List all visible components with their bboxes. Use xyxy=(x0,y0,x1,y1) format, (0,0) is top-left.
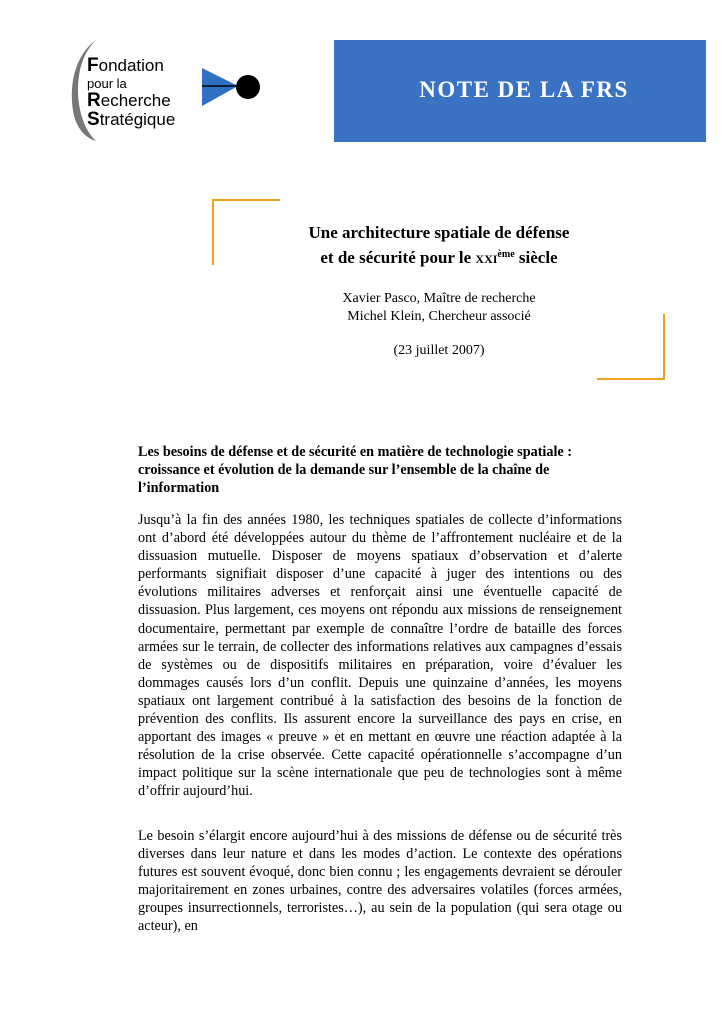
logo-arrow-dot-icon xyxy=(200,66,264,110)
paragraph-2: Le besoin s’élargit encore aujourd’hui à des missions de défense ou de sécurité très diverses dans leur nature et dans les modes d’action. Le contexte des opérations futures est souvent évoqué, donc bien connu ; les engagements devraient se dérouler majoritairement en zones urbaines, contre des adversaires volatiles (forces armées, groupes insurrectionnels, terroristes…), au sein de la population (qui sera otage ou acteur), en xyxy=(138,828,622,935)
author-2: Michel Klein, Chercheur associé xyxy=(347,309,531,324)
paragraph-1: Jusqu’à la fin des années 1980, les techniques spatiales de collecte d’informations ont d’abord été développées autour du thème de l’affrontement nucléaire et de la dissuasion mutuelle. Disposer de moyens spatiaux d’observation et d’alerte performants signifiait disposer d’une capacité à juger des intentions ou des évolutions militaires adverses et renforçait ainsi une éventuelle capacité de dissuasion. Plus largement, ces moyens ont répondu aux missions de renseignement documentaire, permettant par exemple de connaître l’ordre de bataille des forces armées sur le terrain, de collecter des informations relatives aux campagnes d’essais de systèmes ou de dispositifs militaires en préparation, voire d’évaluer les dommages causés lors d’un conflit. Depuis une quinzaine d’années, les moyens spatiaux ont largement contribué à la satisfaction des besoins de la fonction de prévention des conflits. Ils assurent encore la surveillance des pays en crise, en apportant des images « preuve » et en mettant en œuvre une réaction adaptée à la résolution de la crise observée. Cette capacité opérationnelle s’accompagne d’un impact politique sur la scène internationale que peu de technologies sont à même d’offrir aujourd’hui. xyxy=(138,512,622,800)
note-banner xyxy=(334,40,706,142)
banner-title: NOTE DE LA FRS xyxy=(419,77,629,102)
author-1: Xavier Pasco, Maître de recherche xyxy=(342,291,536,306)
document-title: Une architecture spatiale de défense et de sécurité pour le xxi$^{ème}$ siècle xyxy=(308,223,570,267)
publication-date: (23 juillet 2007) xyxy=(393,343,485,358)
logo-wordmark: Fondation pour la Recherche Stratégique xyxy=(87,55,176,130)
frs-logo xyxy=(66,38,266,142)
title-block xyxy=(254,222,624,359)
authors xyxy=(254,290,624,326)
section-heading: Les besoins de défense et de sécurité en matière de technologie spatiale : croissance et évolution de la demande sur l’ensemble de la chaîne de l’information xyxy=(138,444,572,496)
